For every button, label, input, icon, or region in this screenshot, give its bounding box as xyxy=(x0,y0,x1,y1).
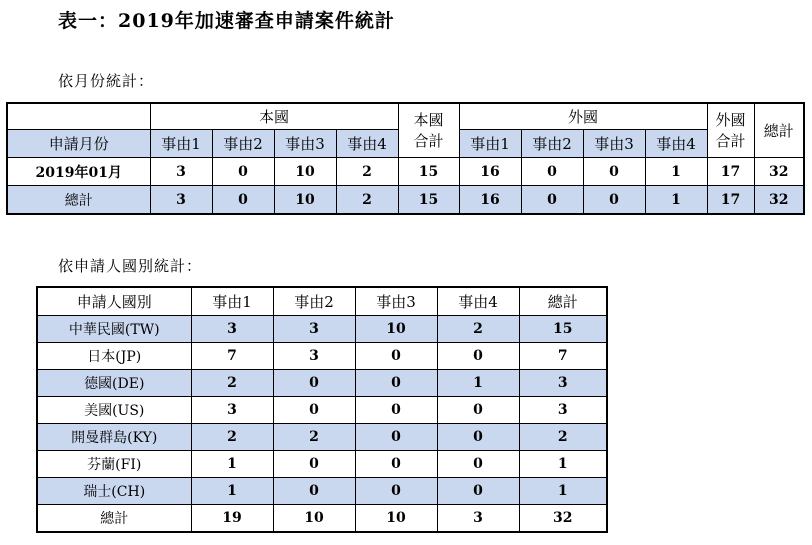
row-label: 芬蘭(FI) xyxy=(37,451,191,478)
row-label: 總計 xyxy=(37,505,191,533)
foreign-reason-2-header: 事由2 xyxy=(521,130,583,158)
table-cell: 1 xyxy=(191,478,273,505)
row-label: 德國(DE) xyxy=(37,370,191,397)
page-title: 表一：2019年加速審查申請案件統計 xyxy=(58,10,395,32)
table-cell: 0 xyxy=(273,397,355,424)
table-cell: 0 xyxy=(212,158,274,186)
row-label: 美國(US) xyxy=(37,397,191,424)
table-cell: 7 xyxy=(519,343,607,370)
table-cell: 10 xyxy=(274,186,336,215)
country-column-header: 申請人國別 xyxy=(37,287,191,316)
table-cell: 0 xyxy=(355,424,437,451)
table-cell: 17 xyxy=(707,186,754,215)
table-row xyxy=(37,478,607,505)
row-label: 日本(JP) xyxy=(37,343,191,370)
domestic-total-label-1: 本國 xyxy=(413,110,444,129)
table-total-row xyxy=(37,505,607,533)
row-label: 中華民國(TW) xyxy=(37,316,191,343)
table-cell: 2 xyxy=(437,316,519,343)
table-cell: 0 xyxy=(521,158,583,186)
month-column-header: 申請月份 xyxy=(7,130,150,158)
foreign-reason-3-header: 事由3 xyxy=(583,130,645,158)
table-cell: 0 xyxy=(273,478,355,505)
table-cell: 16 xyxy=(459,186,521,215)
table-cell: 15 xyxy=(398,186,459,215)
grand-total-header: 總計 xyxy=(754,103,804,158)
table-header-row xyxy=(37,287,607,316)
table-cell: 19 xyxy=(191,505,273,533)
table-cell: 2 xyxy=(336,158,398,186)
table-cell: 3 xyxy=(519,397,607,424)
table-row xyxy=(37,343,607,370)
table-cell: 0 xyxy=(437,478,519,505)
table-row xyxy=(37,424,607,451)
table-cell: 0 xyxy=(355,397,437,424)
section-heading-by-month: 依月份統計： xyxy=(58,72,155,90)
reason-2-header: 事由2 xyxy=(273,287,355,316)
blank-corner xyxy=(7,103,150,130)
row-label: 2019年01月 xyxy=(7,158,150,186)
table-cell: 0 xyxy=(355,478,437,505)
table-cell: 0 xyxy=(355,370,437,397)
monthly-stats-table xyxy=(6,102,805,215)
row-label: 開曼群島(KY) xyxy=(37,424,191,451)
domestic-reason-3-header: 事由3 xyxy=(274,130,336,158)
table-total-row xyxy=(7,186,804,215)
table-cell: 15 xyxy=(519,316,607,343)
table-cell: 7 xyxy=(191,343,273,370)
reason-3-header: 事由3 xyxy=(355,287,437,316)
table-row xyxy=(7,158,804,186)
table-cell: 17 xyxy=(707,158,754,186)
table-cell: 16 xyxy=(459,158,521,186)
table-cell: 3 xyxy=(437,505,519,533)
total-column-header: 總計 xyxy=(519,287,607,316)
table-cell: 0 xyxy=(273,451,355,478)
table-cell: 0 xyxy=(355,451,437,478)
domestic-total-label-2: 合計 xyxy=(413,131,444,150)
table-cell: 1 xyxy=(645,158,707,186)
reason-4-header: 事由4 xyxy=(437,287,519,316)
table-cell: 3 xyxy=(150,158,212,186)
table-cell: 1 xyxy=(437,370,519,397)
country-stats-table xyxy=(36,286,608,533)
table-cell: 3 xyxy=(191,316,273,343)
table-cell: 0 xyxy=(583,158,645,186)
table-row xyxy=(37,397,607,424)
table-cell: 0 xyxy=(273,370,355,397)
table-cell: 0 xyxy=(437,343,519,370)
table-cell: 10 xyxy=(355,505,437,533)
table-row xyxy=(37,451,607,478)
table-cell: 10 xyxy=(355,316,437,343)
domestic-reason-1-header: 事由1 xyxy=(150,130,212,158)
table-cell: 0 xyxy=(437,424,519,451)
foreign-total-label-1: 外國 xyxy=(715,110,746,129)
group-domestic-header: 本國 xyxy=(150,103,398,130)
table-cell: 0 xyxy=(212,186,274,215)
table-cell: 2 xyxy=(191,370,273,397)
row-label: 總計 xyxy=(7,186,150,215)
group-foreign-header: 外國 xyxy=(459,103,707,130)
table-cell: 3 xyxy=(273,316,355,343)
domestic-reason-2-header: 事由2 xyxy=(212,130,274,158)
table-cell: 10 xyxy=(274,158,336,186)
domestic-total-header xyxy=(398,103,459,158)
table-cell: 0 xyxy=(583,186,645,215)
table-cell: 1 xyxy=(645,186,707,215)
table-cell: 0 xyxy=(521,186,583,215)
table-cell: 32 xyxy=(519,505,607,533)
reason-1-header: 事由1 xyxy=(191,287,273,316)
row-label: 瑞士(CH) xyxy=(37,478,191,505)
domestic-reason-4-header: 事由4 xyxy=(336,130,398,158)
foreign-total-header xyxy=(707,103,754,158)
table-cell: 3 xyxy=(519,370,607,397)
table-cell: 2 xyxy=(273,424,355,451)
table-cell: 1 xyxy=(519,451,607,478)
table-cell: 2 xyxy=(336,186,398,215)
table-cell: 1 xyxy=(191,451,273,478)
section-heading-by-country: 依申請人國別統計： xyxy=(58,257,203,275)
table-row xyxy=(37,316,607,343)
table-cell: 0 xyxy=(355,343,437,370)
table-cell: 0 xyxy=(437,451,519,478)
table-cell: 15 xyxy=(398,158,459,186)
table-cell: 2 xyxy=(519,424,607,451)
foreign-reason-1-header: 事由1 xyxy=(459,130,521,158)
foreign-total-label-2: 合計 xyxy=(715,131,746,150)
table-cell: 3 xyxy=(273,343,355,370)
table-cell: 32 xyxy=(754,158,804,186)
table-cell: 3 xyxy=(191,397,273,424)
table-cell: 32 xyxy=(754,186,804,215)
foreign-reason-4-header: 事由4 xyxy=(645,130,707,158)
table-cell: 10 xyxy=(273,505,355,533)
table-cell: 2 xyxy=(191,424,273,451)
table-cell: 1 xyxy=(519,478,607,505)
table-cell: 0 xyxy=(437,397,519,424)
table-cell: 3 xyxy=(150,186,212,215)
table-row xyxy=(37,370,607,397)
